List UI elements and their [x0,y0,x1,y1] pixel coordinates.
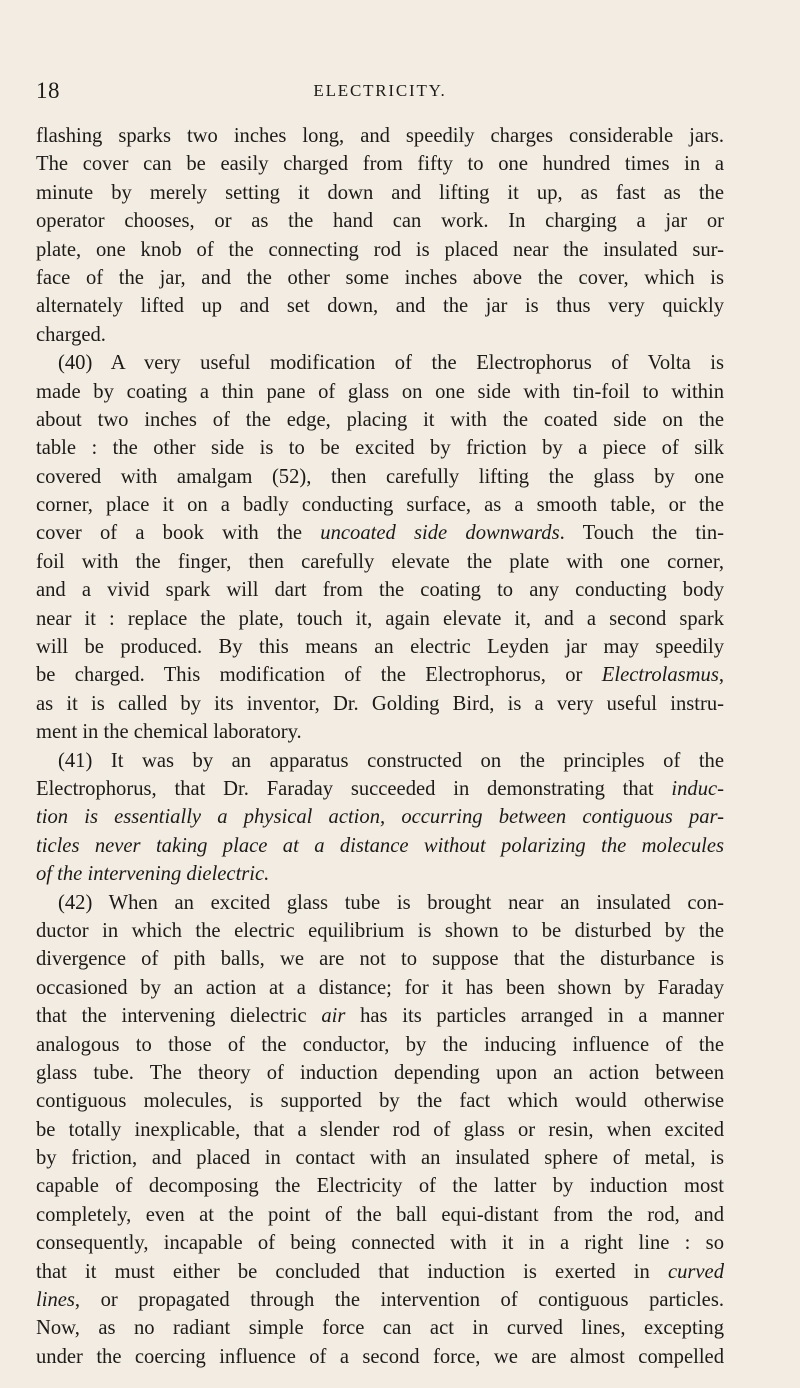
text-run: be charged. This modification of the Electrophorus, or [36,664,602,687]
text-line [36,690,724,718]
text-line [36,974,724,1002]
text-run: foil with the finger, then carefully elevate the plate with one corner, [36,550,724,573]
text-run: capable of decomposing the Electricity of the latter by induction most [36,1175,724,1198]
text-run: completely, even at the point of the ball equi-distant from the rod, and [36,1203,724,1226]
text-run: (40) A very useful modification of the Electrophorus of Volta is [58,352,724,375]
italic-text: lines [36,1289,75,1312]
running-title: ELECTRICITY. [313,81,447,100]
text-run: contiguous molecules, is supported by the fact which would otherwise [36,1090,724,1113]
text-run: that it must either be concluded that induction is exerted in [36,1260,668,1283]
text-line [36,378,724,406]
text-run: covered with amalgam (52), then carefully lifting the glass by one [36,465,724,488]
text-line [36,945,724,973]
text-run: operator chooses, or as the hand can work. In charging a jar or [36,210,724,233]
text-run: be totally inexplicable, that a slender rod of glass or resin, when excited [36,1118,724,1141]
text-line [36,1172,724,1200]
text-run: minute by merely setting it down and lifting it up, as fast as the [36,181,724,204]
text-line [36,179,724,207]
italic-text: of the intervening dielectric. [36,863,270,886]
text-run: flashing sparks two inches long, and speedily charges considerable jars. [36,125,724,147]
text-run: will be produced. By this means an electric Leyden jar may speedily [36,636,724,659]
text-line [36,1087,724,1115]
text-run: and a vivid spark will dart from the coating to any conducting body [36,579,724,602]
text-run: consequently, incapable of being connected with it in a right line : so [36,1232,724,1255]
text-line [36,1314,724,1342]
italic-text: uncoated side downwards [320,522,560,545]
text-line [36,207,724,235]
text-line [36,1059,724,1087]
paragraph-40-first-line [36,349,724,377]
paragraph-41-first-line [36,747,724,775]
text-run: near it : replace the plate, touch it, again elevate it, and a second spark [36,607,724,630]
text-run: table : the other side is to be excited by friction by a piece of silk [36,437,724,460]
text-run: made by coating a thin pane of glass on one side with tin-foil to within [36,380,724,403]
text-line [36,150,724,178]
running-head [36,78,724,104]
text-line [36,491,724,519]
text-line [36,1144,724,1172]
text-line [36,1201,724,1229]
text-line [36,917,724,945]
italic-text: ticles never taking place at a distance without polarizing the molecules [36,834,724,857]
text-line [36,1286,724,1314]
text-run: as it is called by its inventor, Dr. Golding Bird, is a very useful instru- [36,692,724,715]
text-run: that the intervening dielectric [36,1005,322,1028]
italic-text: tion is essentially a physical action, occurring between contiguous par- [36,806,724,829]
text-run: glass tube. The theory of induction depending upon an action between [36,1061,724,1084]
text-line [36,1002,724,1030]
text-line [36,321,724,349]
text-run: (42) When an excited glass tube is brought near an insulated con- [58,891,724,914]
text-line [36,576,724,604]
text-run: The cover can be easily charged from fifty to one hundred times in a [36,153,724,176]
text-run: corner, place it on a badly conducting surface, as a smooth table, or the [36,494,724,517]
text-line [36,860,724,888]
text-line [36,832,724,860]
text-line [36,122,724,150]
text-run: face of the jar, and the other some inches above the cover, which is [36,266,724,289]
text-line [36,1258,724,1286]
text-run: , or propagated through the intervention of contiguous particles. [74,1289,724,1312]
text-line [36,548,724,576]
text-line [36,1116,724,1144]
text-run: ment in the chemical laboratory. [36,721,302,744]
text-run: cover of a book with the [36,522,321,545]
text-line [36,803,724,831]
text-run: (41) It was by an apparatus constructed on the principles of the [58,749,724,772]
text-line [36,1229,724,1257]
text-run: about two inches of the edge, placing it with the coated side on the [36,408,724,431]
text-line [36,463,724,491]
text-run: divergence of pith balls, we are not to suppose that the disturbance is [36,948,724,971]
text-line [36,1031,724,1059]
text-run: occasioned by an action at a distance; for it has been shown by Faraday [36,976,724,999]
text-line [36,605,724,633]
text-run: Now, as no radiant simple force can act in curved lines, excepting [36,1317,724,1340]
text-run: charged. [36,323,106,346]
text-run: analogous to those of the conductor, by the inducing influence of the [36,1033,724,1056]
text-line [36,292,724,320]
text-line [36,406,724,434]
text-line [36,434,724,462]
text-line [36,264,724,292]
text-line [36,1343,724,1371]
italic-text: Electrolasmus [601,664,719,687]
paragraph-42-first-line [36,889,724,917]
text-line [36,519,724,547]
text-run: has its particles arranged in a manner [345,1005,724,1028]
text-line [36,718,724,746]
text-run: . Touch the tin- [559,522,724,545]
page-number: 18 [36,78,60,103]
text-line [36,661,724,689]
italic-text: induc- [671,777,724,800]
text-run: alternately lifted up and set down, and the jar is thus very quickly [36,295,724,318]
text-run: plate, one knob of the connecting rod is placed near the insulated sur- [36,238,724,261]
text-run: under the coercing influence of a second force, we are almost compelled [36,1345,724,1368]
text-line [36,775,724,803]
text-line [36,633,724,661]
italic-text: curved [667,1260,724,1283]
italic-text: air [321,1005,346,1028]
body-text [36,122,724,1371]
text-line [36,236,724,264]
text-run: ductor in which the electric equilibrium is shown to be disturbed by the [36,919,724,942]
text-run: by friction, and placed in contact with an insulated sphere of metal, is [36,1147,724,1170]
text-run: Electrophorus, that Dr. Faraday succeeded in demonstrating that [36,777,672,800]
text-run: , [718,664,724,687]
